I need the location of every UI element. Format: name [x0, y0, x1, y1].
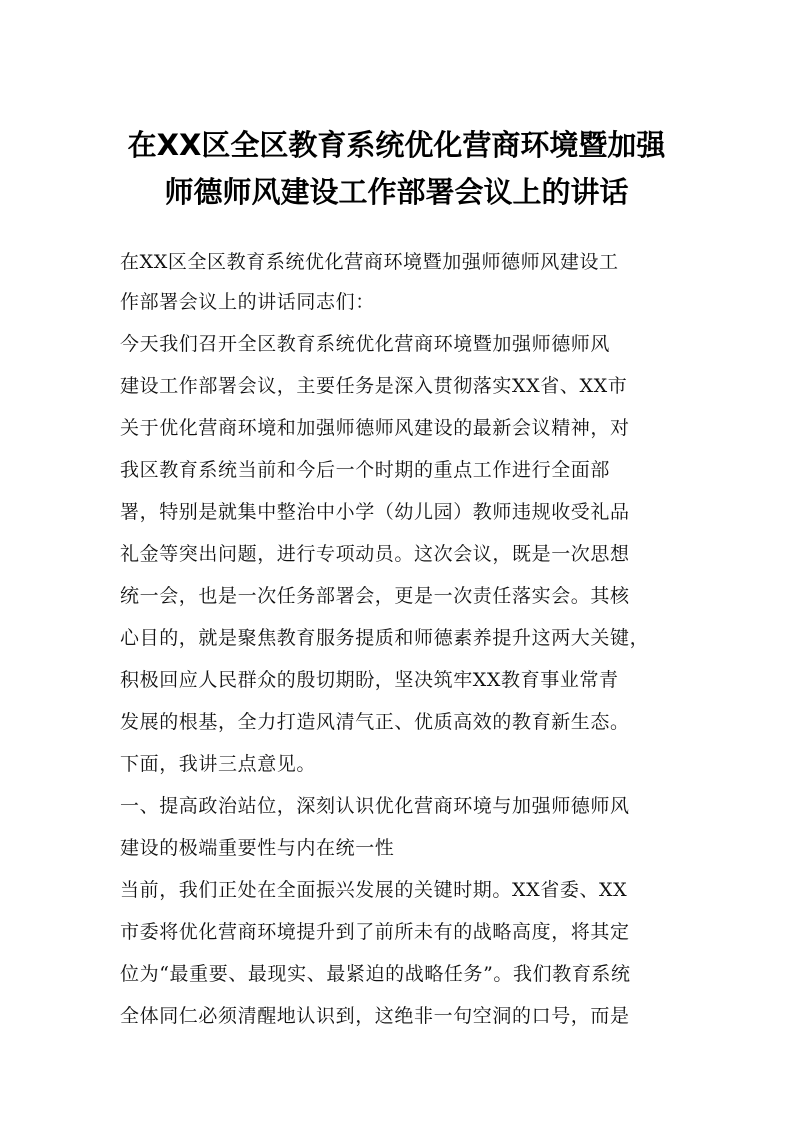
body-line: 市委将优化营商环境提升到了前所未有的战略高度，将其定 — [120, 921, 630, 943]
body-line: 礼金等突出问题，进行专项动员。这次会议，既是一次思想 — [120, 543, 630, 565]
body-line: 我区教育系统当前和今后一个时期的重点工作进行全面部 — [120, 459, 611, 481]
body-line: 关于优化营商环境和加强师德师风建设的最新会议精神，对 — [120, 417, 630, 439]
body-line: 署，特别是就集中整治中小学（幼儿园）教师违规收受礼品 — [120, 501, 630, 523]
body-line: 统一会，也是一次任务部署会，更是一次责任落实会。其核 — [120, 585, 630, 607]
body-line: 积极回应人民群众的殷切期盼，坚决筑牢XX教育事业常青 — [120, 669, 619, 691]
document-title-line-2: 师德师风建设工作部署会议上的讲话 — [164, 175, 629, 209]
body-line: 心目的，就是聚焦教育服务提质和师德素养提升这两大关键， — [120, 627, 650, 649]
body-line: 位为“最重要、最现实、最紧迫的战略任务”。我们教育系统 — [120, 963, 631, 985]
body-line: 发展的根基，全力打造风清气正、优质高效的教育新生态。 — [120, 711, 630, 733]
body-line: 下面，我讲三点意见。 — [120, 753, 317, 775]
body-line: 当前，我们正处在全面振兴发展的关键时期。XX省委、XX — [120, 879, 628, 901]
section-heading-line: 一、提高政治站位，深刻认识优化营商环境与加强师德师风 — [120, 795, 630, 817]
section-heading-line: 建设的极端重要性与内在统一性 — [120, 837, 395, 859]
document-title-line-1: 在XX区全区教育系统优化营商环境暨加强 — [127, 128, 666, 162]
body-line: 今天我们召开全区教育系统优化营商环境暨加强师德师风 — [120, 333, 611, 355]
body-line: 建设工作部署会议，主要任务是深入贯彻落实XX省、XX市 — [120, 375, 628, 397]
body-line: 在XX区全区教育系统优化营商环境暨加强师德师风建设工 — [120, 251, 619, 273]
body-line: 全体同仁必须清醒地认识到，这绝非一句空洞的口号，而是 — [120, 1005, 630, 1027]
body-line: 作部署会议上的讲话同志们： — [120, 291, 375, 313]
